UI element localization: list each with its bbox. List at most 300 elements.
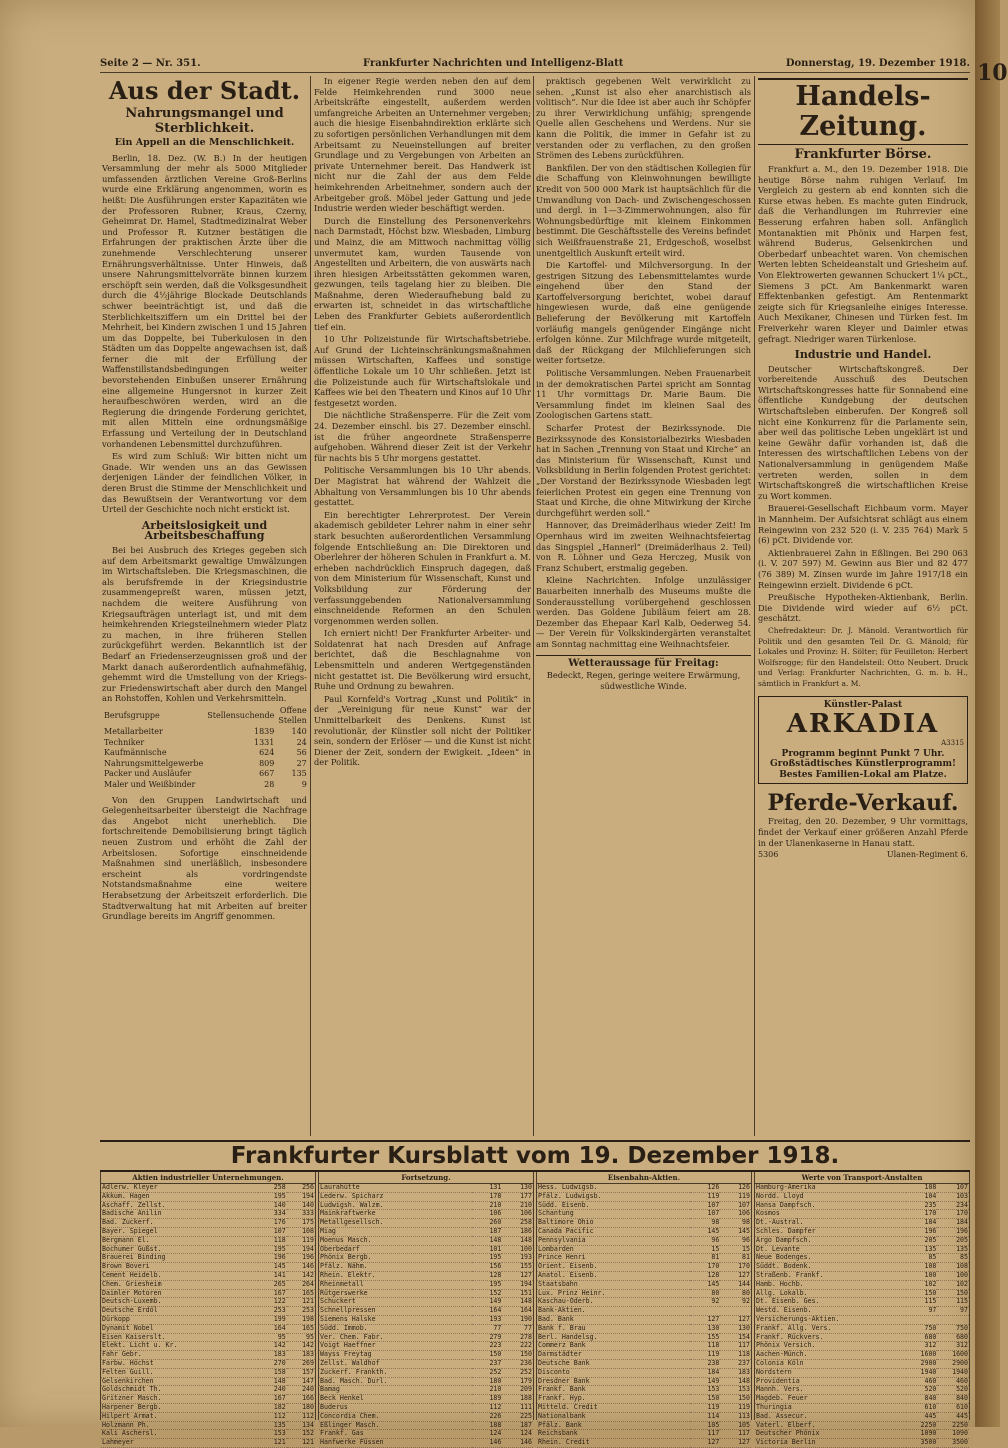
stock-price-current: 520 (937, 1386, 969, 1395)
stock-row (319, 1192, 533, 1201)
stock-price-current: 166 (287, 1395, 315, 1404)
stock-name: Südd. Eisenb. (537, 1201, 690, 1210)
stock-price-current: 92 (720, 1298, 751, 1307)
stock-price-current: 134 (287, 1421, 315, 1430)
stock-price-previous: 149 (690, 1377, 721, 1386)
article-paragraph: Scharfer Protest der Bezirkssynode. Die Bezirkssynode des Konsistorialbezirks Wiesbaden hat in Sachen „Trennung von Staat und Kirche“ an das Ministerium für Wissenschaft, Kunst und Volksbildung in Berlin folgenden Protest gerichtet: „Der Vorstand der Bezirkssynode Wiesbaden legt feierlichen Protest ein gegen eine Trennung von Staat und Kirche, die ohne Mitwirkung der Kirche durchgeführt werden soll.“ (536, 423, 751, 518)
stock-price-current: 256 (287, 1184, 315, 1192)
stock-name: Kali Aschersl. (101, 1430, 258, 1439)
stock-price-previous: 102 (906, 1280, 938, 1289)
ad-line: Programm beginnt Punkt 7 Uhr. (781, 748, 945, 759)
stock-name: Lahmeyer (101, 1439, 258, 1448)
stock-price-previous: 92 (690, 1298, 721, 1307)
stock-name: Metallgesellsch. (319, 1219, 472, 1228)
stock-row (101, 1324, 315, 1333)
stock-price-previous: 77 (472, 1324, 503, 1333)
stock-price-previous: 2900 (906, 1359, 938, 1368)
stock-price-previous: 164 (472, 1307, 503, 1316)
stock-name: Akkum. Hagen (101, 1192, 258, 1201)
stock-price-current: 146 (502, 1439, 533, 1448)
stock-price-current: 145 (720, 1227, 751, 1236)
stock-name: Schuckert (319, 1298, 472, 1307)
stock-price-previous: 155 (690, 1333, 721, 1342)
stock-price-current: 106 (720, 1210, 751, 1219)
article-paragraph: Es wird zum Schluß: Wir bitten nicht um Gnade. Wir wenden uns an das Gewissen derjenigen Länder der feindlichen Völker, in deren Brust die Stimme der Menschlichkeit und das Bewußtsein der Verantwortung vor dem Urteil der Geschichte noch nicht erstickt ist. (102, 451, 307, 515)
stock-name: Wayss Freytag (319, 1351, 472, 1360)
stock-price-previous: 108 (906, 1263, 938, 1272)
running-head (100, 58, 970, 73)
stock-name: Vaterl. Elberf. (755, 1421, 906, 1430)
ad-line: Bestes Familien-Lokal am Platze. (779, 769, 947, 780)
stock-name: Dt. Eisenb. Ges. (755, 1298, 906, 1307)
stock-price-current: 112 (287, 1412, 315, 1421)
stock-name: Lux. Prinz Heinr. (537, 1289, 690, 1298)
stock-name: Magdeb. Feuer (755, 1395, 906, 1404)
stock-price-current: 1090 (937, 1430, 969, 1439)
stock-row (755, 1227, 969, 1236)
stock-price-previous: 107 (690, 1201, 721, 1210)
stock-price-current: 196 (287, 1254, 315, 1263)
stock-price-previous: 253 (258, 1307, 286, 1316)
table-header-row (102, 706, 309, 727)
stock-price-previous: 840 (906, 1395, 938, 1404)
stock-price-current: 126 (720, 1184, 751, 1192)
article-paragraph: Die nächtliche Straßensperre. Für die Zeit vom 24. Dezember einschl. bis 27. Dezember einschl. ist die früher angeordnete Straßensperre aufgehoben. Während dieser Zeit ist der Verkehr für nachts bis 5 Uhr morgens gestattet. (314, 410, 531, 463)
stock-price-previous: 119 (690, 1192, 721, 1201)
stock-name: Mainkraftwerke (319, 1210, 472, 1219)
stock-row (319, 1271, 533, 1280)
stock-name: Rhein. Credit (537, 1439, 690, 1448)
stock-name: Bayer. Spiegel (101, 1227, 258, 1236)
article-paragraph: Bei bei Ausbruch des Krieges gegeben sich auf dem Arbeitsmarkt gewaltige Umwälzungen im Wirtschaftsleben. Die Kriegsmaschinen, die als berufsfremde in der Kriegsindustrie zusammengepreßt waren, müssen jetzt, nachdem die weitere Ausführung von Kriegsaufträgen unterlagt ist, und mit dem heimkehrenden Kriegsteilnehmern wieder Platz zu machen, in ihre früheren Stellen zurückgeführt werden. Bekanntlich ist der Bedarf an Friedenserzeugnissen groß und der Markt danach außerordentlich aufnahmefähig, gehemmt wird die Umstellung von der Kriegs- zur Friedenswirtschaft aber durch den Mangel an Rohstoffen, Kohlen und Verkehrsmitteln. (102, 544, 307, 704)
stock-name: Ludwigsh. Walzm. (319, 1201, 472, 1210)
stock-name: Bad. Bank (537, 1315, 690, 1324)
stock-name: Phönix Versich. (755, 1342, 906, 1351)
issue-date: Donnerstag, 19. Dezember 1918. (785, 58, 970, 69)
ad-title: ARKADIA (786, 709, 940, 740)
stock-price-current: 107 (720, 1201, 751, 1210)
ad-line: Großstädtisches Künstlerprogramm! (770, 759, 956, 770)
stock-name: Goldschmidt Th. (101, 1386, 258, 1395)
stock-price-current: 165 (287, 1324, 315, 1333)
stock-price-previous: 114 (690, 1412, 721, 1421)
stock-price-current: 170 (937, 1210, 969, 1219)
stock-row (755, 1271, 969, 1280)
stock-price-previous: 145 (690, 1280, 721, 1289)
stock-row (319, 1236, 533, 1245)
stock-price-current: 157 (287, 1368, 315, 1377)
table-cell: Kaufmännische (104, 748, 167, 758)
stock-price-previous: 96 (690, 1236, 721, 1245)
stock-price-current: 269 (287, 1359, 315, 1368)
stock-price-current: 258 (502, 1219, 533, 1228)
stock-name: Eisen Kaiserslt. (101, 1333, 258, 1342)
stock-row (537, 1368, 751, 1377)
stock-price-current: 152 (287, 1430, 315, 1439)
stock-price-previous: 1940 (906, 1368, 938, 1377)
article-paragraph: Paul Kornfeld's Vortrag „Kunst und Politik“ in der „Vereinigung für neue Kunst“ war der Unmittelbarkeit des Denkens. Kunst ist revolutionär, der Künstler soll nicht der Politiker sein, sondern der Erlöser — und die Kunst ist nicht Diener der Zeit, sondern der Ewigkeit. „Ideen“ in der Politik. (314, 693, 531, 768)
stock-row (755, 1439, 969, 1448)
stock-price-previous: 2250 (906, 1421, 938, 1430)
stock-row (755, 1280, 969, 1289)
stock-price-current: 460 (937, 1377, 969, 1386)
stock-price-current: 209 (502, 1386, 533, 1395)
article-paragraph: Bankfilen. Der von den städtischen Kollegien für die Schaffung von Kleinwohnungen bewilligte Kredit von 500 000 Mark ist hauptsächlich für die Umwandlung von Dach- und Zwischengeschossen und dergl. in 1—3-Zimmerwohnungen, also für Wohnungsbedürftige mit kleinem Einkommen bestimmt. Die Geschäftsstelle des Vereins befindet sich Weißfrauenstraße 21, Erdgeschoß, woselbst unentgeltlich Auskunft erteilt wird. (536, 162, 751, 258)
stock-price-previous: 199 (258, 1315, 286, 1324)
stock-price-current: 236 (502, 1359, 533, 1368)
stock-price-previous: 122 (258, 1298, 286, 1307)
stock-name: Miag (319, 1227, 472, 1236)
stock-row (101, 1359, 315, 1368)
stock-price-previous: 167 (258, 1289, 286, 1298)
column-rule (533, 76, 534, 1136)
stock-price-previous: 193 (472, 1315, 503, 1324)
stock-price-previous: 128 (472, 1271, 503, 1280)
stock-name: Hanfwerke Füssen (319, 1439, 472, 1448)
paper-name: Frankfurter Nachrichten und Intelligenz-Blatt (363, 58, 624, 69)
stock-name: Concordia Chem. (319, 1412, 472, 1421)
stock-name: Commerz Bank (537, 1342, 690, 1351)
stock-name: Bank f. Brau (537, 1324, 690, 1333)
ad-code: A3315 (941, 739, 964, 748)
stock-name: Pfälz. Ludwigsb. (537, 1192, 690, 1201)
table-cell: 9 (301, 780, 307, 790)
stock-name: Rütgerswerke (319, 1289, 472, 1298)
stock-name: Providentia (755, 1377, 906, 1386)
stock-price-current: 144 (720, 1280, 751, 1289)
stock-row (319, 1359, 533, 1368)
stock-price-current: 146 (287, 1263, 315, 1272)
column-rule (310, 76, 311, 1136)
stock-price-previous: 680 (906, 1333, 938, 1342)
stock-name: Pfälz. Bank (537, 1421, 690, 1430)
stock-name: Deutscher Phönix (755, 1430, 906, 1439)
table-cell: 667 (259, 769, 275, 779)
column-local-news-continued (314, 76, 531, 1136)
stock-name: Aschaff. Zellst. (101, 1201, 258, 1210)
stock-price-current: 194 (287, 1245, 315, 1254)
stock-price-current: 77 (502, 1324, 533, 1333)
stock-price-current: 165 (287, 1289, 315, 1298)
weather-forecast-title: Wetteraussage für Freitag: (536, 655, 751, 670)
stock-price-previous: 170 (690, 1263, 721, 1272)
stock-row (101, 1227, 315, 1236)
ad-signature: Ulanen-Regiment 6. (886, 850, 968, 860)
stock-price-current (937, 1315, 969, 1324)
stock-price-current: 610 (937, 1403, 969, 1412)
stock-price-previous: 195 (258, 1245, 286, 1254)
stock-price-previous: 270 (258, 1359, 286, 1368)
stock-row (319, 1439, 533, 1448)
stock-price-current: 312 (937, 1342, 969, 1351)
stock-price-current: 127 (502, 1271, 533, 1280)
stock-price-previous: 146 (472, 1439, 503, 1448)
stock-row (319, 1403, 533, 1412)
table-header: Offene Stellen (278, 705, 307, 726)
stock-name: Bochumer Gußst. (101, 1245, 258, 1254)
stock-price-current: 85 (937, 1254, 969, 1263)
stock-price-previous: 112 (258, 1412, 286, 1421)
stock-price-previous: 237 (472, 1359, 503, 1368)
stock-price-previous: 145 (258, 1263, 286, 1272)
article-kicker: Ein Appell an die Menschlichkeit. (114, 137, 295, 148)
stock-price-current: 115 (937, 1298, 969, 1307)
stock-name: Frankf. Gas (319, 1430, 472, 1439)
table-cell: Techniker (104, 737, 145, 747)
stock-name: Lederw. Spicharz (319, 1192, 472, 1201)
stock-name: Farbw. Höchst (101, 1359, 258, 1368)
section-headline: Aus der Stadt. (108, 76, 301, 105)
stock-price-current: 170 (720, 1263, 751, 1272)
stock-price-previous: 118 (690, 1342, 721, 1351)
stock-price-current: 107 (937, 1184, 969, 1192)
stock-row (101, 1403, 315, 1412)
stock-price-previous: 196 (258, 1254, 286, 1263)
stock-price-previous: 97 (906, 1307, 938, 1316)
stock-price-previous: 238 (690, 1359, 721, 1368)
stock-price-current: 100 (502, 1245, 533, 1254)
table-cell: Nahrungsmittelgewerbe (104, 758, 204, 768)
stock-name: Bamag (319, 1386, 472, 1395)
stock-price-current: 194 (287, 1192, 315, 1201)
stock-price-previous: 170 (906, 1210, 938, 1219)
stock-price-current: 194 (502, 1280, 533, 1289)
stock-name: Orient. Eisenb. (537, 1263, 690, 1272)
stock-name: Dt. Levante (755, 1245, 906, 1254)
stock-price-current: 118 (720, 1351, 751, 1360)
stock-name: Brauerei Binding (101, 1254, 258, 1263)
stock-name: Kosmos (755, 1210, 906, 1219)
stock-price-current: 151 (502, 1289, 533, 1298)
article-paragraph: Ich erniert nicht! Der Frankfurter Arbeiter- und Soldatenrat hat nach Dresden auf Anfrage berichtet, daß die Beschlagnahme von Lebensmitteln und anderen Wertgegenständen nicht gestattet ist. Die Bevölkerung wird ersucht, Ruhe und Ordnung zu bewahren. (314, 628, 531, 692)
table-cell: 1331 (253, 737, 275, 747)
advertisement-horse-sale-text: Freitag, den 20. Dezember, 9 Uhr vormittags, findet der Verkauf einer größeren Anzahl Pferde in der Ulanenkaserne in Hanau statt. (758, 816, 968, 848)
stock-price-current: 117 (720, 1342, 751, 1351)
stock-price-current: 98 (720, 1219, 751, 1228)
stock-price-current: 130 (502, 1184, 533, 1192)
stock-price-current: 121 (287, 1298, 315, 1307)
stock-column-header: Eisenbahn-Aktien. (537, 1172, 751, 1184)
stock-name: Dürkopp (101, 1315, 258, 1324)
stock-name: Canada Pacific (537, 1227, 690, 1236)
stock-name: Staatsbahn (537, 1280, 690, 1289)
stock-price-current: 102 (937, 1280, 969, 1289)
stock-price-current: 130 (720, 1324, 751, 1333)
stock-price-previous: 106 (472, 1210, 503, 1219)
stock-column-header: Aktien industrieller Unternehmungen. (101, 1172, 315, 1184)
article-paragraph: Ein berechtigter Lehrerprotest. Der Verein akademisch gebildeter Lehrer nahm in einer sehr stark besuchten außerordentlichen Versammlung folgende Entschließung an: Die Direktoren und Oberlehrer der höheren Schulen in Frankfurt a. M. erheben nachdrücklich Einspruch dagegen, daß von dem Ministerium für Wissenschaft, Kunst und Volksbildung zur Förderung der verfassunggebenden Nationalversammlung einschneidende Reformen an den Schulen vorgenommen werden sollen. (314, 509, 531, 626)
stock-price-previous: 205 (906, 1236, 938, 1245)
stock-price-previous: 176 (258, 1219, 286, 1228)
stock-price-previous: 140 (258, 1201, 286, 1210)
stock-price-current: 184 (937, 1219, 969, 1228)
table-cell: 56 (296, 748, 307, 758)
stock-price-previous: 195 (258, 1192, 286, 1201)
stock-name: Bad. Assecur. (755, 1412, 906, 1421)
stock-name: Bad. Zuckerf. (101, 1219, 258, 1228)
stock-price-current: 95 (287, 1333, 315, 1342)
stock-price-previous: 148 (258, 1377, 286, 1386)
stock-row (319, 1315, 533, 1324)
table-row (102, 780, 309, 791)
stock-price-current: 97 (937, 1307, 969, 1316)
stock-price-previous: 610 (906, 1403, 938, 1412)
stock-row (101, 1439, 315, 1448)
stock-price-previous: 95 (258, 1333, 286, 1342)
stock-price-previous: 167 (258, 1395, 286, 1404)
stock-price-previous: 184 (690, 1368, 721, 1377)
stock-row (101, 1271, 315, 1280)
stock-price-current: 127 (720, 1315, 751, 1324)
table-cell: 624 (259, 748, 275, 758)
stock-price-previous: 112 (472, 1403, 503, 1412)
stock-price-current: 186 (502, 1227, 533, 1236)
stock-price-previous: 260 (472, 1219, 503, 1228)
stock-name: Frankf. Rückvers. (755, 1333, 906, 1342)
stock-column (536, 1172, 752, 1447)
stock-price-previous: 223 (472, 1342, 503, 1351)
stock-name: Brown Boveri (101, 1263, 258, 1272)
table-cell: Metallarbeiter (104, 727, 163, 737)
stock-row (755, 1368, 969, 1377)
stock-name: Adlerw. Kleyer (101, 1184, 258, 1192)
stock-price-current: 80 (720, 1289, 751, 1298)
stock-price-previous: 226 (472, 1412, 503, 1421)
stock-name: Harpener Bergb. (101, 1403, 258, 1412)
stock-price-previous: 135 (258, 1421, 286, 1430)
stock-name: Elekt. Licht u. Kr. (101, 1342, 258, 1351)
stock-name: Phönix Bergb. (319, 1254, 472, 1263)
business-section-title: Handels-Zeitung. (758, 78, 968, 145)
stock-price-previous: 189 (472, 1395, 503, 1404)
stock-name: Gelsenkirchen (101, 1377, 258, 1386)
stock-price-current: 108 (937, 1263, 969, 1272)
stock-price-current: 154 (720, 1333, 751, 1342)
stock-price-previous: 235 (906, 1201, 938, 1210)
article-paragraph: Aktienbrauerei Zahn in Eßlingen. Bei 290 063 (i. V. 207 597) M. Gewinn aus Bier und 82 477 (76 389) M. Zinsen wurde im Jahre 1917/18 ein Reingewinn erzielt. Dividende 6 pCt. (758, 547, 968, 590)
stock-row (537, 1439, 751, 1448)
stock-name: Pennsylvania (537, 1236, 690, 1245)
stock-price-previous: 150 (906, 1289, 938, 1298)
table-row (102, 769, 309, 780)
stock-price-previous: 180 (472, 1377, 503, 1386)
article-paragraph: Hannover, das Dreimäderlhaus wieder Zeit! Im Opernhaus wird im zweiten Weihnachtsfeiertag das Singspiel „Hannerl“ (Dreimäderlhaus 2. Teil) von R. Löhner und Geza Herczeg, Musik von Franz Schubert, erstmalig gegeben. (536, 520, 751, 573)
stock-row (537, 1412, 751, 1421)
stock-price-current: 1600 (937, 1351, 969, 1360)
stock-price-current: 253 (287, 1307, 315, 1316)
stock-price-previous: 118 (258, 1236, 286, 1245)
table-cell: 140 (291, 727, 307, 737)
article-paragraph: Politische Versammlungen. Neben Frauenarbeit in der demokratischen Partei spricht am Sonntag 11 Uhr vormittags Dr. Marie Baum. Die Versammlung findet im kleinen Saal des Zoologischen Gartens statt. (536, 368, 751, 421)
stock-name: Hamb. Hochb. (755, 1280, 906, 1289)
stock-price-current: 278 (502, 1333, 533, 1342)
stock-name: Badische Anilin (101, 1210, 258, 1219)
table-row (102, 738, 309, 749)
adjacent-page-text: 10 (977, 60, 1008, 86)
stock-price-previous: 195 (472, 1254, 503, 1263)
stock-price-current: 119 (720, 1192, 751, 1201)
stock-price-table (100, 1172, 970, 1447)
stock-price-previous: 153 (690, 1386, 721, 1395)
stock-name: Schles. Dampfer (755, 1227, 906, 1236)
stock-name: Oberbedarf (319, 1245, 472, 1254)
ad-footer (758, 850, 968, 861)
column-local-news (102, 76, 307, 1136)
stock-price-current: 148 (720, 1377, 751, 1386)
stock-price-previous: 188 (472, 1421, 503, 1430)
stock-price-current: 175 (287, 1219, 315, 1228)
stock-price-previous: 100 (906, 1271, 938, 1280)
stock-price-current: 117 (720, 1430, 751, 1439)
stock-name: Nationalbank (537, 1412, 690, 1421)
stock-price-previous: 142 (258, 1342, 286, 1351)
stock-name: Schantung (537, 1210, 690, 1219)
stock-row (755, 1359, 969, 1368)
stock-name: Versicherungs-Aktien. (755, 1315, 906, 1324)
stock-price-current: 190 (502, 1315, 533, 1324)
stock-price-previous: 1600 (906, 1351, 938, 1360)
stock-name: Dresdner Bank (537, 1377, 690, 1386)
stock-name: Süddt. Bodenk. (755, 1263, 906, 1272)
stock-name: Dynamit Nobel (101, 1324, 258, 1333)
stock-price-previous: 80 (690, 1289, 721, 1298)
stock-column (754, 1172, 970, 1447)
stock-price-previous: 145 (690, 1227, 721, 1236)
stock-name: Neue Bodenges. (755, 1254, 906, 1263)
stock-price-current: 177 (502, 1192, 533, 1201)
stock-name: Mannh. Vers. (755, 1386, 906, 1395)
stock-price-current: 127 (720, 1439, 751, 1448)
stock-price-previous: 312 (906, 1342, 938, 1351)
stock-row (537, 1227, 751, 1236)
stock-price-previous: 15 (690, 1245, 721, 1254)
stock-row (755, 1324, 969, 1333)
stock-price-previous: 156 (472, 1263, 503, 1272)
stock-price-previous: 119 (690, 1351, 721, 1360)
stock-name: Dt.-Austral. (755, 1219, 906, 1228)
stock-price-previous: 3500 (906, 1439, 938, 1448)
labor-stats-table (102, 706, 309, 791)
stock-name: Cement Heidelb. (101, 1271, 258, 1280)
stock-name: Prince Henri (537, 1254, 690, 1263)
stock-name: Westd. Eisenb. (755, 1307, 906, 1316)
adjacent-page-edge (975, 0, 1008, 1427)
stock-price-current: 210 (502, 1201, 533, 1210)
table-header: Berufsgruppe (104, 711, 160, 721)
stock-name: Thuringia (755, 1403, 906, 1412)
stock-price-current: 96 (720, 1236, 751, 1245)
stock-price-current: 103 (937, 1192, 969, 1201)
stock-price-current: 193 (502, 1254, 533, 1263)
table-row (102, 748, 309, 759)
stock-price-previous: 158 (258, 1368, 286, 1377)
table-cell: 28 (264, 780, 275, 790)
exchange-subtitle: Frankfurter Börse. (794, 147, 932, 162)
stock-price-previous: 98 (690, 1219, 721, 1228)
stock-price-previous: 210 (472, 1201, 503, 1210)
stock-price-current: 148 (502, 1298, 533, 1307)
stock-name: Deutsche Bank (537, 1359, 690, 1368)
stock-row (537, 1324, 751, 1333)
table-row (102, 727, 309, 738)
stock-price-current: 225 (502, 1412, 533, 1421)
stock-name: Felten Guill. (101, 1368, 258, 1377)
stock-price-previous: 104 (906, 1192, 938, 1201)
stock-price-current: 155 (502, 1263, 533, 1272)
stock-name: Deutsch-Luxemb. (101, 1298, 258, 1307)
stock-price-current: 187 (502, 1421, 533, 1430)
stock-row (319, 1324, 533, 1333)
